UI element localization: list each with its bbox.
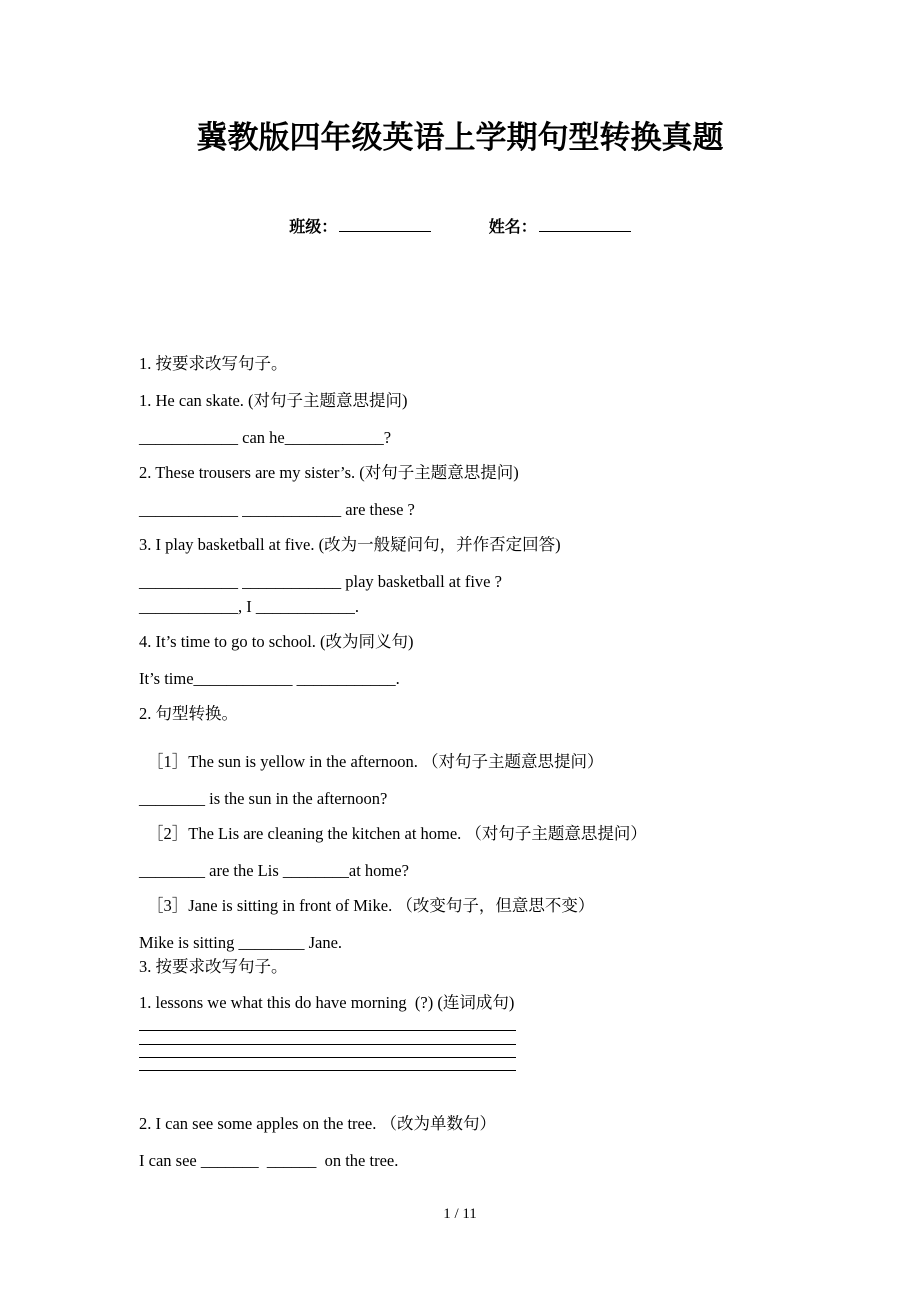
question-1-1: 1. He can skate. (对句子主题意思提问) — [139, 391, 408, 410]
class-label: 班级： — [289, 217, 338, 236]
class-blank[interactable] — [339, 217, 431, 232]
section-1-heading: 1. 按要求改写句子。 — [139, 354, 288, 373]
page-title: 冀教版四年级英语上学期句型转换真题 — [196, 120, 724, 156]
class-field — [289, 214, 431, 237]
section-3-heading: 3. 按要求改写句子。 — [139, 957, 288, 976]
answer-1-2[interactable]: ____________ ____________ are these ? — [139, 500, 415, 519]
question-2-2: ［2］The Lis are cleaning the kitchen at home. （对句子主题意思提问） — [147, 824, 647, 843]
question-1-4: 4. It’s time to go to school. (改为同义句) — [139, 632, 414, 651]
answer-3-2[interactable]: I can see _______ ______ on the tree. — [139, 1151, 399, 1170]
question-1-2: 2. These trousers are my sister’s. (对句子主题意思提问) — [139, 463, 519, 482]
name-blank[interactable] — [539, 217, 631, 232]
section-2-heading: 2. 句型转换。 — [139, 704, 238, 723]
answer-1-1[interactable]: ____________ can he____________? — [139, 428, 392, 447]
question-2-3: ［3］Jane is sitting in front of Mike. （改变句子，但意思不变） — [147, 896, 595, 915]
answer-1-3b[interactable]: ____________, I ____________. — [139, 597, 359, 616]
name-label: 姓名： — [488, 217, 537, 236]
page-number: 1 / 11 — [443, 1206, 477, 1222]
answer-line[interactable] — [139, 1057, 516, 1058]
answer-line[interactable] — [139, 1030, 516, 1031]
answer-2-3[interactable]: Mike is sitting ________ Jane. — [139, 933, 343, 952]
answer-2-2[interactable]: ________ are the Lis ________at home? — [139, 861, 409, 880]
student-info — [0, 214, 920, 237]
question-3-1: 1. lessons we what this do have morning (?) (连词成句) — [139, 993, 515, 1012]
answer-2-1[interactable]: ________ is the sun in the afternoon? — [139, 789, 388, 808]
answer-1-3a[interactable]: ____________ ____________ play basketball at five ? — [139, 572, 502, 591]
answer-line[interactable] — [139, 1070, 516, 1071]
answer-1-4[interactable]: It’s time____________ ____________. — [139, 669, 400, 688]
name-field — [489, 214, 631, 237]
question-2-1: ［1］The sun is yellow in the afternoon. （对句子主题意思提问） — [147, 752, 604, 771]
answer-line[interactable] — [139, 1044, 516, 1045]
question-3-2: 2. I can see some apples on the tree. （改为单数句） — [139, 1114, 496, 1133]
question-1-3: 3. I play basketball at five. (改为一般疑问句，并作否定回答) — [139, 535, 561, 554]
